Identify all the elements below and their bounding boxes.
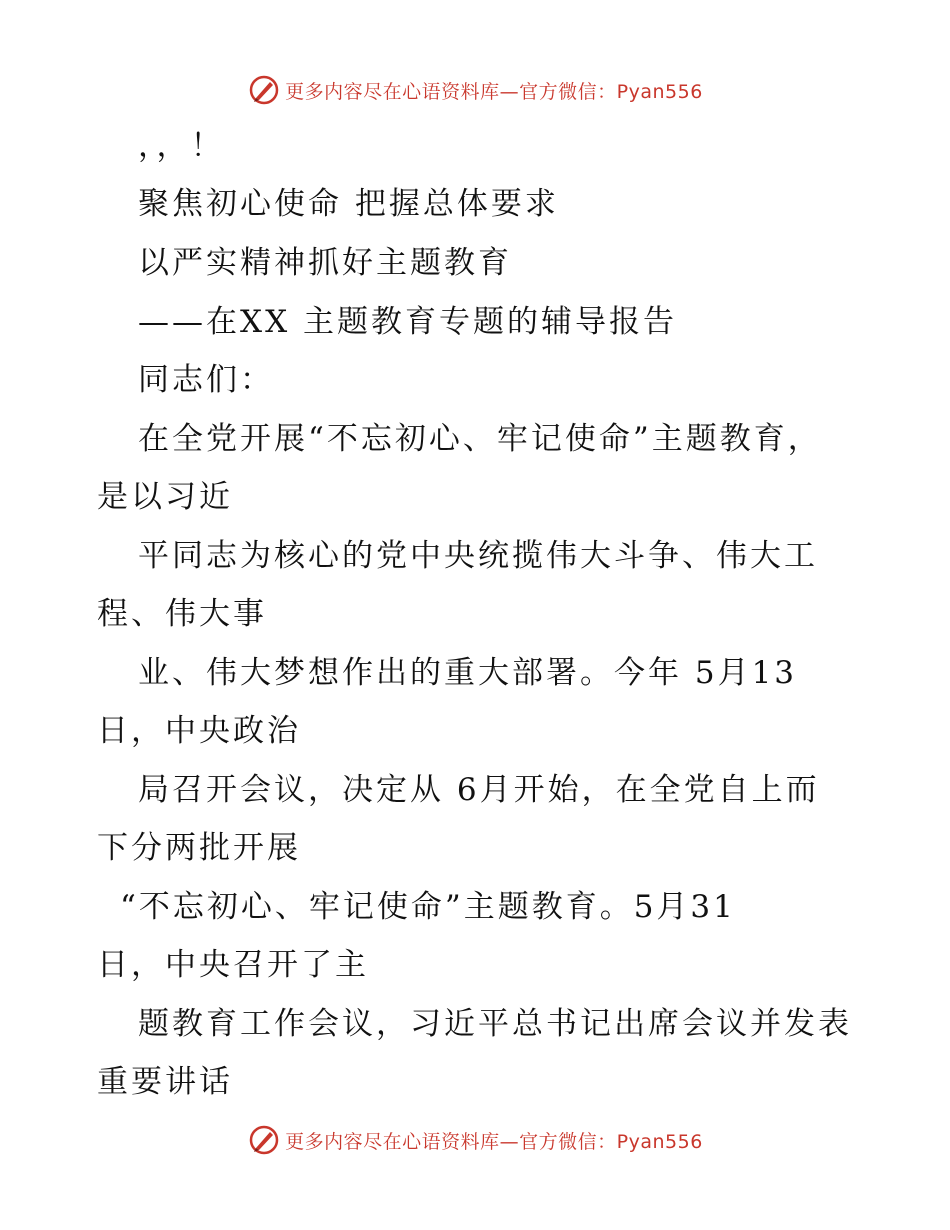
text-line-17: 重要讲话 — [97, 1064, 233, 1100]
pen-logo-icon — [247, 1123, 281, 1157]
watermark-text: 更多内容尽在心语资料库—官方微信：Pyan556 — [285, 80, 703, 103]
text-line-15: 日，中央召开了主 — [97, 947, 369, 983]
text-line-12: 局召开会议，决定从 6月开始，在全党自上而 — [138, 772, 820, 808]
text-line-10: 业、伟大梦想作出的重大部署。今年 5月13 — [138, 655, 798, 691]
text-line-6: 在全党开展“不忘初心、牢记使命”主题教育， — [138, 421, 822, 457]
text-line-3: 以严实精神抓好主题教育 — [138, 245, 512, 281]
text-line-8: 平同志为核心的党中央统揽伟大斗争、伟大工 — [138, 538, 818, 574]
text-line-7: 是以习近 — [97, 479, 233, 515]
text-line-11: 日，中央政治 — [97, 713, 301, 749]
text-line-14: “不忘初心、牢记使命”主题教育。5月31 — [120, 889, 736, 925]
text-line-13: 下分两批开展 — [97, 830, 301, 866]
text-line-16: 题教育工作会议，习近平总书记出席会议并发表 — [138, 1006, 852, 1042]
text-line-4: ——在XX 主题教育专题的辅导报告 — [138, 304, 677, 340]
watermark-text: 更多内容尽在心语资料库—官方微信：Pyan556 — [285, 1130, 703, 1153]
text-line-5: 同志们： — [138, 362, 274, 398]
footer-watermark-banner — [0, 1120, 950, 1160]
text-line-2: 聚焦初心使命 把握总体要求 — [138, 186, 559, 222]
text-line-1: ，，！ — [138, 128, 225, 164]
text-line-9: 程、伟大事 — [97, 596, 267, 632]
